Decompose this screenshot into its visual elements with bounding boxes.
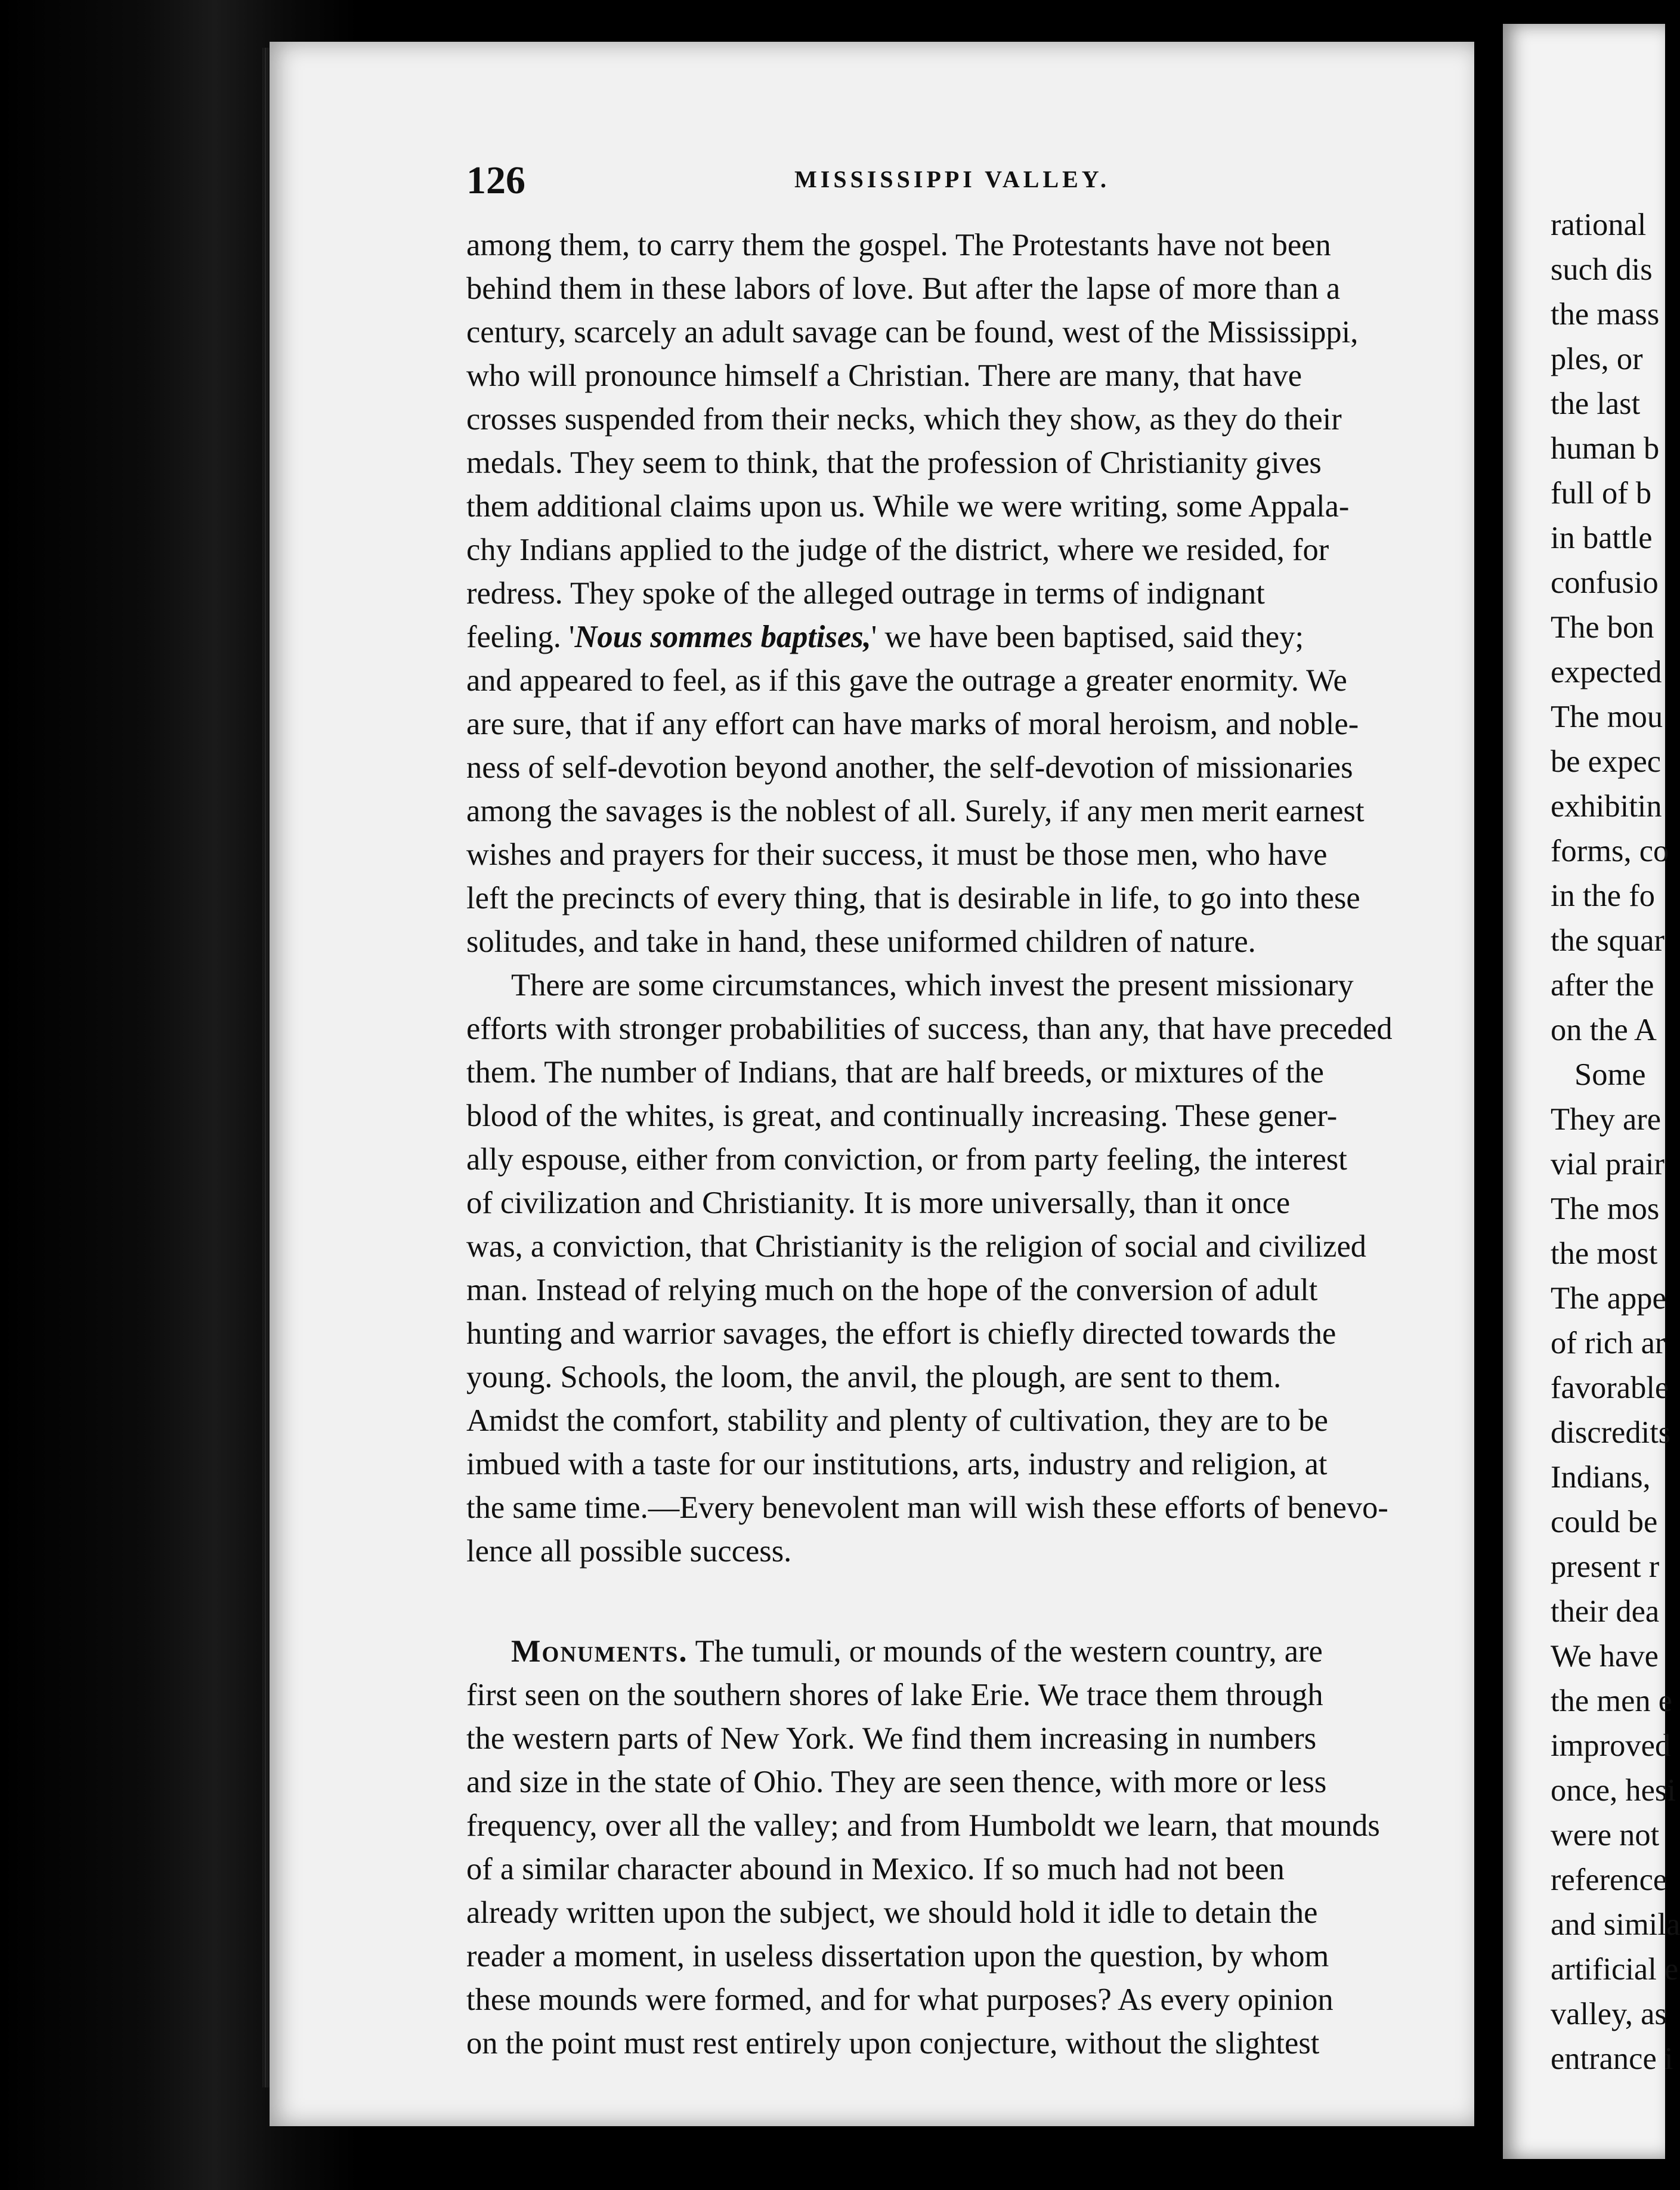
right-page-partial	[1503, 24, 1680, 2159]
page-header	[466, 158, 1406, 224]
right-page-line: were not	[1551, 1818, 1660, 1852]
right-page-line: of rich ar	[1551, 1326, 1666, 1360]
text-line: solitudes, and take in hand, these uniformed children of nature.	[466, 924, 1256, 959]
paragraph-circumstances	[466, 964, 1406, 1573]
text-line: left the precincts of every thing, that is desirable in life, to go into these	[466, 881, 1360, 915]
right-page-line: the squar	[1551, 923, 1664, 958]
text-line: already written upon the subject, we should hold it idle to detain the	[466, 1895, 1318, 1930]
body-text	[466, 224, 1406, 2065]
page-number: 126	[466, 159, 525, 202]
right-page-line: reference	[1551, 1863, 1667, 1897]
text-line: frequency, over all the valley; and from Humboldt we learn, that mounds	[466, 1808, 1380, 1843]
text-line: behind them in these labors of love. But after the lapse of more than a	[466, 271, 1341, 306]
text-line: century, scarcely an adult savage can be found, west of the Mississippi,	[466, 315, 1359, 349]
text-line: blood of the whites, is great, and continually increasing. These gener-	[466, 1099, 1338, 1133]
right-page-line: human b	[1551, 431, 1660, 466]
right-page-line: The appe	[1551, 1281, 1666, 1316]
paragraph-missionaries	[466, 224, 1406, 615]
right-page-line: Some	[1574, 1057, 1646, 1092]
text-line: of civilization and Christianity. It is more universally, than it once	[466, 1186, 1291, 1220]
right-page-line: confusio	[1551, 565, 1659, 600]
text-line: ally espouse, either from conviction, or from party feeling, the interest	[466, 1142, 1347, 1177]
text-line: man. Instead of relying much on the hope of the conversion of adult	[466, 1273, 1318, 1307]
text-line: crosses suspended from their necks, which they show, as they do their	[466, 402, 1342, 437]
right-page-line: in the fo	[1551, 879, 1655, 913]
text-line: and appeared to feel, as if this gave the outrage a greater enormity. We	[466, 663, 1347, 698]
right-page-line: The mos	[1551, 1192, 1660, 1226]
text-line: imbued with a taste for our institutions, arts, industry and religion, at	[466, 1447, 1328, 1481]
right-page-line: The mou	[1551, 700, 1663, 734]
text-line: are sure, that if any effort can have marks of moral heroism, and noble-	[466, 707, 1359, 741]
text-line: Amidst the comfort, stability and plenty of cultivation, they are to be	[466, 1403, 1328, 1438]
page-content	[466, 158, 1406, 2065]
right-page-line: We have	[1551, 1639, 1659, 1674]
right-page-line: after the	[1551, 968, 1654, 1003]
right-page-line: rational	[1551, 208, 1647, 242]
text-line-feeling: feeling. 'Nous sommes baptises,' we have been baptised, said they;	[466, 620, 1304, 654]
left-page	[270, 42, 1474, 2126]
text-line: among them, to carry them the gospel. The Protestants have not been	[466, 228, 1331, 262]
text-line: among the savages is the noblest of all. Surely, if any men merit earnest	[466, 794, 1365, 828]
right-page-text	[1551, 203, 1680, 2081]
right-page-line: the men e	[1551, 1684, 1673, 1718]
right-page-line: valley, as	[1551, 1997, 1667, 2031]
right-page-line: present r	[1551, 1549, 1660, 1584]
right-page-line: such dis	[1551, 252, 1653, 287]
right-page-line: ples, or	[1551, 342, 1643, 376]
italic-quote: Nous sommes baptises,	[574, 620, 871, 654]
right-page-line: and simila	[1551, 1907, 1680, 1942]
text-line: the same time.—Every benevolent man will wish these efforts of benevo-	[466, 1490, 1388, 1525]
text-line: There are some circumstances, which invest the present missionary	[511, 968, 1354, 1003]
right-page-line: on the A	[1551, 1013, 1657, 1047]
text-line: of a similar character abound in Mexico. If so much had not been	[466, 1852, 1285, 1886]
right-page-line: improved	[1551, 1728, 1671, 1763]
right-page-line: their dea	[1551, 1594, 1660, 1629]
right-page-line: in battle	[1551, 521, 1653, 555]
text-line: young. Schools, the loom, the anvil, the plough, are sent to them.	[466, 1360, 1282, 1394]
paragraph-monuments	[466, 1674, 1406, 2065]
text-line: these mounds were formed, and for what purposes? As every opinion	[466, 1982, 1334, 2017]
text-line: on the point must rest entirely upon conjecture, without the slightest	[466, 2026, 1320, 2061]
text-line: chy Indians applied to the judge of the district, where we resided, for	[466, 533, 1329, 567]
text-line: the western parts of New York. We find them increasing in numbers	[466, 1721, 1317, 1756]
text-line: them. The number of Indians, that are half breeds, or mixtures of the	[466, 1055, 1324, 1090]
right-page-line: discredits	[1551, 1415, 1671, 1450]
paragraph-missionaries-continued	[466, 659, 1406, 964]
text-line: and size in the state of Ohio. They are seen thence, with more or less	[466, 1765, 1327, 1799]
text-line: them additional claims upon us. While we were writing, some Appala-	[466, 489, 1350, 524]
text-line: was, a conviction, that Christianity is the religion of social and civilized	[466, 1229, 1367, 1264]
right-page-line: the most	[1551, 1236, 1658, 1271]
right-page-line: vial prair	[1551, 1147, 1664, 1181]
right-page-line: could be	[1551, 1505, 1658, 1539]
text-line: wishes and prayers for their success, it must be those men, who have	[466, 837, 1328, 872]
text-line: redress. They spoke of the alleged outrage in terms of indignant	[466, 576, 1265, 611]
right-page-line: Indians,	[1551, 1460, 1651, 1495]
section-heading-monuments: Monuments.	[511, 1634, 688, 1669]
right-page-line: They are	[1551, 1102, 1662, 1137]
text-line: efforts with stronger probabilities of success, than any, that have preceded	[466, 1012, 1393, 1046]
text-line: first seen on the southern shores of lake Erie. We trace them through	[466, 1678, 1323, 1712]
right-page-line: be expec	[1551, 744, 1662, 779]
text-line: lence all possible success.	[466, 1534, 792, 1569]
right-page-line: entrance i	[1551, 2041, 1673, 2076]
right-page-line: favorable	[1551, 1371, 1669, 1405]
text-line: ness of self-devotion beyond another, the self-devotion of missionaries	[466, 750, 1353, 785]
right-page-line: the last	[1551, 386, 1641, 421]
right-page-line: The bon	[1551, 610, 1654, 645]
running-head: MISSISSIPPI VALLEY.	[794, 166, 1110, 193]
text-line-monuments: Monuments. The tumuli, or mounds of the western country, are	[511, 1634, 1323, 1669]
text-line: who will pronounce himself a Christian. There are many, that have	[466, 358, 1302, 393]
right-page-line: once, hesi	[1551, 1773, 1676, 1808]
right-page-line: expected	[1551, 655, 1662, 689]
right-page-line: the mass	[1551, 297, 1660, 332]
right-page-line: artificial e	[1551, 1952, 1679, 1987]
paragraph-gap	[466, 1573, 1406, 1630]
text-line: hunting and warrior savages, the effort is chiefly directed towards the	[466, 1316, 1336, 1351]
right-page-line: forms, co	[1551, 834, 1669, 868]
text-line: reader a moment, in useless dissertation upon the question, by whom	[466, 1939, 1329, 1974]
right-page-line: exhibitin	[1551, 789, 1662, 824]
right-page-line: full of b	[1551, 476, 1652, 511]
text-line: medals. They seem to think, that the profession of Christianity gives	[466, 446, 1322, 480]
